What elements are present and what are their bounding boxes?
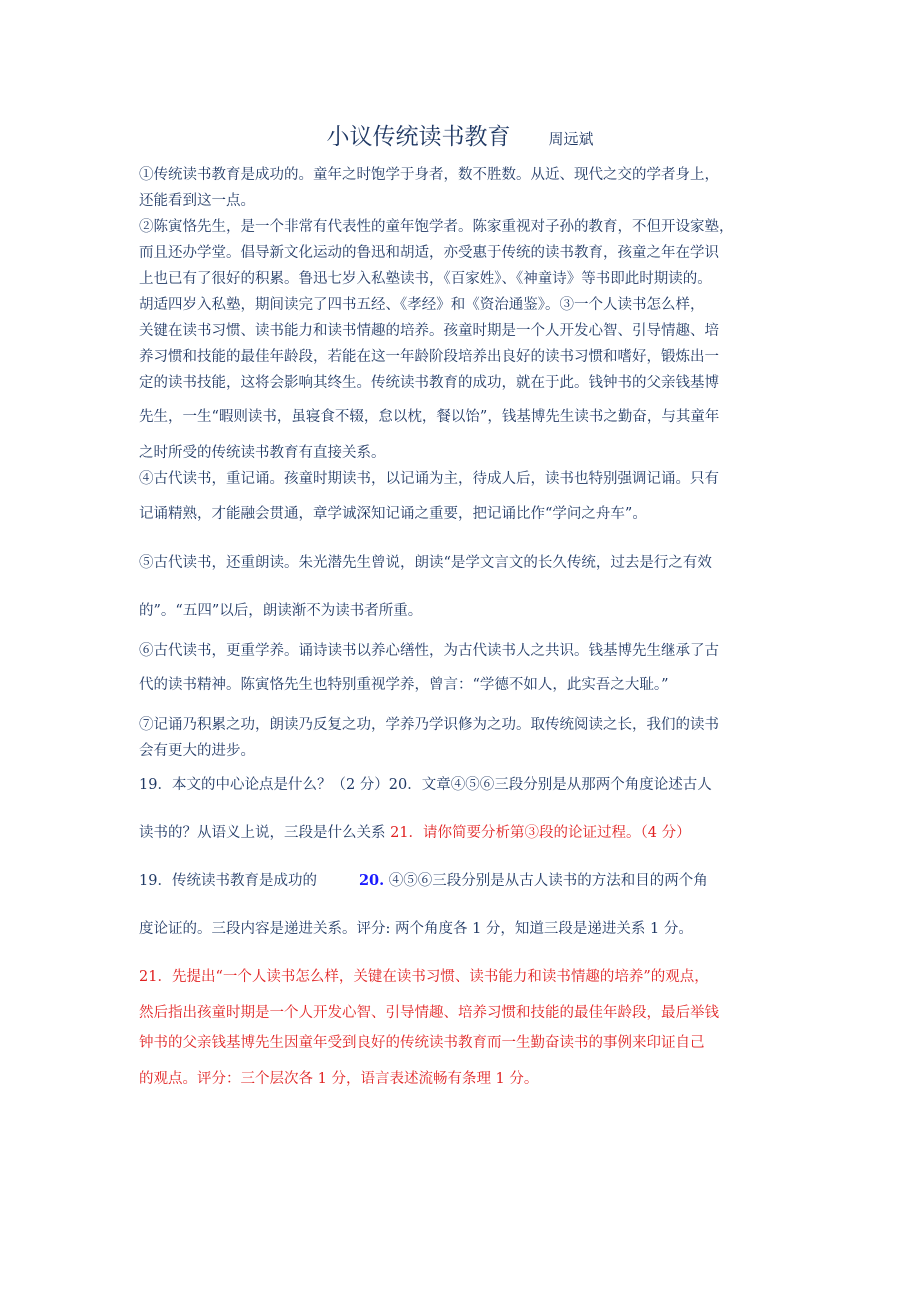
article-line: 先生，一生“暇则读书，虽寝食不辍，怠以枕，餐以饴”，钱基博先生读书之勤奋，与其童年 [139, 409, 720, 425]
answer-line [139, 869, 708, 890]
article-line: 还能看到这一点。 [139, 193, 255, 209]
title-row [0, 118, 920, 151]
article-line: 而且还办学堂。倡导新文化运动的鲁迅和胡适，亦受惠于传统的读书教育，孩童之年在学识 [139, 245, 719, 261]
article-line: ②陈寅恪先生，是一个非常有代表性的童年饱学者。陈家重视对子孙的教育，不但开设家塾， [139, 219, 734, 235]
article-line: ⑤古代读书，还重朗读。朱光潜先生曾说，朗读“是学文言文的长久传统，过去是行之有效 [139, 555, 712, 571]
article-line: ⑥古代读书，更重学养。诵诗读书以养心缮性，为古代读书人之共识。钱基博先生继承了古 [139, 643, 719, 659]
article-line: 会有更大的进步。 [139, 743, 255, 759]
article-line: 关键在读书习惯、读书能力和读书情趣的培养。孩童时期是一个人开发心智、引导情趣、培 [139, 323, 719, 339]
answer-20-label: 20. [358, 872, 385, 889]
author-name: 周远斌 [548, 130, 594, 148]
question-line [139, 821, 691, 842]
article-line: 之时所受的传统读书教育有直接关系。 [139, 445, 386, 461]
article-line: 定的读书技能，这将会影响其终生。传统读书教育的成功，就在于此。钱钟书的父亲钱基博 [139, 375, 719, 391]
article-line: ④古代读书，重记诵。孩童时期读书，以记诵为主，待成人后，读书也特别强调记诵。只有 [139, 471, 719, 487]
article-line: 的”。“五四”以后，朗读渐不为读书者所重。 [139, 603, 423, 619]
answer-line: 度论证的。三段内容是递进关系。评分: 两个角度各 1 分，知道三段是递进关系 1 分。 [139, 921, 693, 937]
answer-21-line: 21．先提出“一个人读书怎么样，关键在读书习惯、读书能力和读书情趣的培养”的观点， [139, 969, 709, 985]
question-line: 19．本文的中心论点是什么？（2 分）20．文章④⑤⑥三段分别是从那两个角度论述古人 [139, 777, 712, 793]
answer-20-text: ④⑤⑥三段分别是从古人读书的方法和目的两个角 [384, 873, 708, 889]
article-line: 代的读书精神。陈寅恪先生也特别重视学养，曾言：“学德不如人，此实吾之大耻。” [139, 677, 669, 693]
answer-21-line: 的观点。评分：三个层次各 1 分，语言表述流畅有条理 1 分。 [139, 1071, 539, 1087]
article-title: 小议传统读书教育 [326, 124, 511, 150]
answer-19: 19．传统读书教育是成功的 [139, 873, 317, 889]
article-line: ⑦记诵乃积累之功，朗读乃反复之功，学养乃学识修为之功。取传统阅读之长，我们的读书 [139, 717, 719, 733]
answer-21-line: 然后指出孩童时期是一个人开发心智、引导情趣、培养习惯和技能的最佳年龄段，最后举钱 [139, 1005, 719, 1021]
question-text: 读书的？从语义上说，三段是什么关系 [139, 825, 391, 841]
article-line: ①传统读书教育是成功的。童年之时饱学于身者，数不胜数。从近、现代之交的学者身上， [139, 167, 719, 183]
article-line: 记诵精熟，才能融会贯通，章学诚深知记诵之重要，把记诵比作“学问之舟车”。 [139, 506, 647, 522]
answer-21-line: 钟书的父亲钱基博先生因童年受到良好的传统读书教育而一生勤奋读书的事例来印证自己 [139, 1035, 705, 1051]
article-line: 上也已有了很好的积累。鲁迅七岁入私塾读书，《百家姓》、《神童诗》等书即此时期读的。 [139, 271, 712, 287]
article-line: 养习惯和技能的最佳年龄段，若能在这一年龄阶段培养出良好的读书习惯和嗜好，锻炼出一 [139, 349, 719, 365]
article-line: 胡适四岁入私塾，期间读完了四书五经、《孝经》和《资治通鉴》。③一个人读书怎么样， [139, 297, 705, 313]
question-21: 21．请你简要分析第③段的论证过程。（4 分） [390, 825, 691, 841]
